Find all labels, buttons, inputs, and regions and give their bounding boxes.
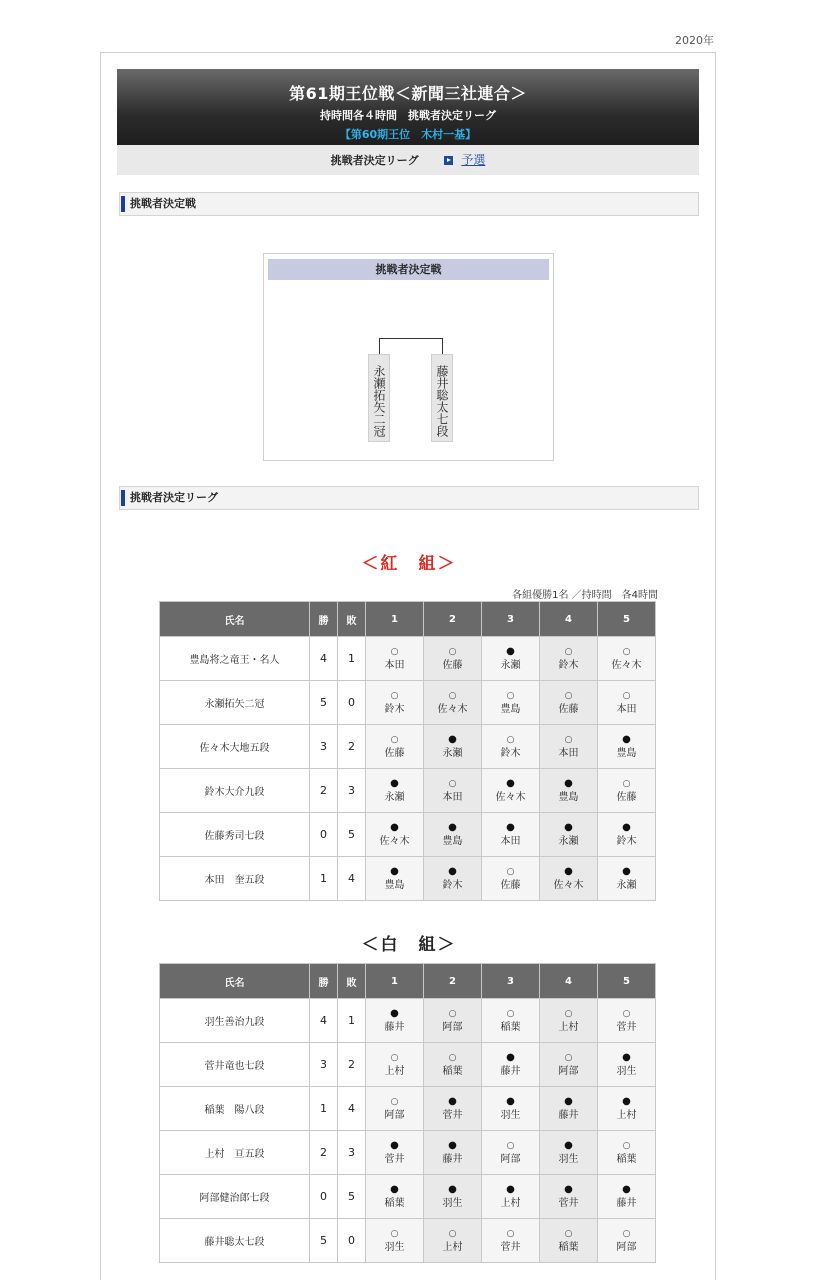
opponent-name: 阿部 bbox=[558, 1065, 579, 1077]
result-cell bbox=[424, 1043, 482, 1087]
arrow-right-icon bbox=[444, 156, 453, 165]
opponent-name: 阿部 bbox=[384, 1109, 405, 1121]
title-banner bbox=[117, 69, 699, 145]
loss-column-header: 敗 bbox=[338, 602, 366, 637]
subnav-current: 挑戦者決定リーグ bbox=[330, 154, 419, 167]
loss-mark-icon: ● bbox=[564, 1183, 573, 1195]
result-cell bbox=[424, 769, 482, 813]
loss-mark-icon: ● bbox=[622, 1095, 631, 1107]
win-mark-icon: ○ bbox=[448, 1228, 457, 1239]
opponent-name: 佐々木 bbox=[495, 791, 526, 803]
loss-mark-icon: ● bbox=[622, 1183, 631, 1195]
result-cell bbox=[598, 769, 656, 813]
loss-mark-icon: ● bbox=[622, 733, 631, 745]
result-cell bbox=[482, 999, 540, 1043]
win-mark-icon: ○ bbox=[564, 646, 573, 657]
result-cell bbox=[540, 1087, 598, 1131]
opponent-name: 佐々木 bbox=[611, 659, 642, 671]
result-cell bbox=[424, 725, 482, 769]
loss-mark-icon: ● bbox=[564, 1095, 573, 1107]
opponent-name: 豊島 bbox=[384, 879, 405, 891]
loss-mark-icon: ● bbox=[390, 1183, 399, 1195]
win-mark-icon: ○ bbox=[506, 866, 515, 877]
player-name: 羽生善治九段 bbox=[160, 999, 310, 1043]
result-cell bbox=[540, 1131, 598, 1175]
player-name: 阿部健治郎七段 bbox=[160, 1175, 310, 1219]
loss-mark-icon: ● bbox=[564, 1139, 573, 1151]
win-mark-icon: ○ bbox=[390, 1096, 399, 1107]
opponent-name: 稲葉 bbox=[616, 1153, 637, 1165]
opponent-name: 羽生 bbox=[558, 1153, 579, 1165]
win-mark-icon: ○ bbox=[390, 1228, 399, 1239]
result-cell bbox=[482, 813, 540, 857]
opponent-name: 上村 bbox=[500, 1197, 521, 1209]
opponent-name: 佐藤 bbox=[384, 747, 405, 759]
loss-mark-icon: ● bbox=[390, 1139, 399, 1151]
page-container bbox=[100, 52, 716, 1280]
opponent-name: 阿部 bbox=[442, 1021, 463, 1033]
table-row bbox=[160, 681, 656, 725]
result-cell bbox=[366, 681, 424, 725]
opponent-name: 鈴木 bbox=[500, 747, 521, 759]
table-row bbox=[160, 1219, 656, 1263]
player-name: 永瀬拓矢二冠 bbox=[160, 681, 310, 725]
win-count: 1 bbox=[310, 1087, 338, 1131]
win-mark-icon: ○ bbox=[564, 1228, 573, 1239]
opponent-name: 羽生 bbox=[616, 1065, 637, 1077]
loss-count: 4 bbox=[338, 857, 366, 901]
opponent-name: 鈴木 bbox=[442, 879, 463, 891]
win-mark-icon: ○ bbox=[564, 1052, 573, 1063]
loss-mark-icon: ● bbox=[506, 777, 515, 789]
opponent-name: 豊島 bbox=[616, 747, 637, 759]
opponent-name: 菅井 bbox=[558, 1197, 579, 1209]
result-cell bbox=[424, 637, 482, 681]
loss-column-header: 敗 bbox=[338, 964, 366, 999]
opponent-name: 上村 bbox=[442, 1241, 463, 1253]
round-column-header-5: 5 bbox=[598, 964, 656, 999]
loss-count: 5 bbox=[338, 1175, 366, 1219]
result-cell bbox=[482, 681, 540, 725]
loss-count: 3 bbox=[338, 769, 366, 813]
loss-mark-icon: ● bbox=[622, 865, 631, 877]
result-cell bbox=[598, 1175, 656, 1219]
result-cell bbox=[366, 813, 424, 857]
loss-mark-icon: ● bbox=[448, 1139, 457, 1151]
opponent-name: 稲葉 bbox=[500, 1021, 521, 1033]
loss-mark-icon: ● bbox=[622, 821, 631, 833]
result-cell bbox=[366, 1175, 424, 1219]
result-cell bbox=[482, 769, 540, 813]
loss-mark-icon: ● bbox=[448, 1095, 457, 1107]
opponent-name: 永瀬 bbox=[384, 791, 405, 803]
loss-count: 2 bbox=[338, 1043, 366, 1087]
opponent-name: 本田 bbox=[616, 703, 637, 715]
round-column-header-3: 3 bbox=[482, 964, 540, 999]
table-row bbox=[160, 637, 656, 681]
win-mark-icon: ○ bbox=[506, 690, 515, 701]
win-count: 3 bbox=[310, 1043, 338, 1087]
result-cell bbox=[598, 813, 656, 857]
round-column-header-1: 1 bbox=[366, 964, 424, 999]
opponent-name: 本田 bbox=[558, 747, 579, 759]
red-group-table bbox=[159, 601, 656, 901]
result-cell bbox=[424, 999, 482, 1043]
result-cell bbox=[482, 637, 540, 681]
result-cell bbox=[540, 1043, 598, 1087]
opponent-name: 佐藤 bbox=[500, 879, 521, 891]
loss-mark-icon: ● bbox=[448, 865, 457, 877]
result-cell bbox=[598, 1131, 656, 1175]
page-title: 第61期王位戦＜新聞三社連合＞ bbox=[289, 84, 527, 103]
result-cell bbox=[424, 857, 482, 901]
opponent-name: 上村 bbox=[384, 1065, 405, 1077]
table-row bbox=[160, 725, 656, 769]
name-column-header: 氏名 bbox=[160, 602, 310, 637]
loss-mark-icon: ● bbox=[390, 1007, 399, 1019]
opponent-name: 菅井 bbox=[442, 1109, 463, 1121]
result-cell bbox=[598, 1043, 656, 1087]
opponent-name: 上村 bbox=[616, 1109, 637, 1121]
section-header-league: 挑戦者決定リーグ bbox=[119, 486, 699, 510]
opponent-name: 羽生 bbox=[500, 1109, 521, 1121]
red-group-title: ＜紅 組＞ bbox=[361, 554, 457, 574]
result-cell bbox=[482, 1131, 540, 1175]
result-cell bbox=[482, 1043, 540, 1087]
section-header-final: 挑戦者決定戦 bbox=[119, 192, 699, 216]
opponent-name: 稲葉 bbox=[558, 1241, 579, 1253]
opponent-name: 本田 bbox=[384, 659, 405, 671]
win-count: 4 bbox=[310, 637, 338, 681]
win-count: 5 bbox=[310, 681, 338, 725]
final-bracket bbox=[263, 253, 554, 461]
round-column-header-2: 2 bbox=[424, 602, 482, 637]
finalist-left: 永瀬拓矢二冠 bbox=[368, 354, 390, 442]
loss-mark-icon: ● bbox=[390, 865, 399, 877]
opponent-name: 上村 bbox=[558, 1021, 579, 1033]
result-cell bbox=[540, 725, 598, 769]
round-column-header-2: 2 bbox=[424, 964, 482, 999]
white-group-title: ＜白 組＞ bbox=[361, 935, 457, 955]
result-cell bbox=[366, 1131, 424, 1175]
table-row bbox=[160, 1175, 656, 1219]
opponent-name: 佐々木 bbox=[437, 703, 468, 715]
loss-count: 5 bbox=[338, 813, 366, 857]
result-cell bbox=[366, 637, 424, 681]
win-mark-icon: ○ bbox=[390, 690, 399, 701]
opponent-name: 永瀬 bbox=[616, 879, 637, 891]
bracket-line bbox=[442, 338, 443, 354]
result-cell bbox=[598, 637, 656, 681]
result-cell bbox=[482, 857, 540, 901]
opponent-name: 佐々木 bbox=[553, 879, 584, 891]
result-cell bbox=[366, 857, 424, 901]
round-column-header-4: 4 bbox=[540, 602, 598, 637]
opponent-name: 藤井 bbox=[384, 1021, 405, 1033]
win-mark-icon: ○ bbox=[448, 778, 457, 789]
win-column-header: 勝 bbox=[310, 964, 338, 999]
win-mark-icon: ○ bbox=[506, 734, 515, 745]
player-name: 菅井竜也七段 bbox=[160, 1043, 310, 1087]
player-name: 本田 奎五段 bbox=[160, 857, 310, 901]
loss-mark-icon: ● bbox=[448, 733, 457, 745]
player-name: 稲葉 陽八段 bbox=[160, 1087, 310, 1131]
win-column-header: 勝 bbox=[310, 602, 338, 637]
round-column-header-4: 4 bbox=[540, 964, 598, 999]
bracket-line bbox=[379, 338, 380, 354]
result-cell bbox=[482, 725, 540, 769]
result-cell bbox=[598, 999, 656, 1043]
opponent-name: 藤井 bbox=[500, 1065, 521, 1077]
result-cell bbox=[540, 681, 598, 725]
loss-count: 0 bbox=[338, 681, 366, 725]
result-cell bbox=[540, 1175, 598, 1219]
opponent-name: 本田 bbox=[442, 791, 463, 803]
result-cell bbox=[424, 1219, 482, 1263]
opponent-name: 佐藤 bbox=[442, 659, 463, 671]
result-cell bbox=[598, 857, 656, 901]
result-cell bbox=[424, 1175, 482, 1219]
round-column-header-1: 1 bbox=[366, 602, 424, 637]
opponent-name: 豊島 bbox=[558, 791, 579, 803]
opponent-name: 菅井 bbox=[500, 1241, 521, 1253]
player-name: 鈴木大介九段 bbox=[160, 769, 310, 813]
result-cell bbox=[540, 769, 598, 813]
win-mark-icon: ○ bbox=[622, 1140, 631, 1151]
win-count: 1 bbox=[310, 857, 338, 901]
win-mark-icon: ○ bbox=[564, 1008, 573, 1019]
loss-mark-icon: ● bbox=[506, 1095, 515, 1107]
win-mark-icon: ○ bbox=[506, 1228, 515, 1239]
loss-count: 1 bbox=[338, 999, 366, 1043]
table-row bbox=[160, 1131, 656, 1175]
win-mark-icon: ○ bbox=[506, 1140, 515, 1151]
result-cell bbox=[482, 1175, 540, 1219]
result-cell bbox=[366, 769, 424, 813]
name-column-header: 氏名 bbox=[160, 964, 310, 999]
opponent-name: 鈴木 bbox=[616, 835, 637, 847]
title-holder: 【第60期王位 木村一基】 bbox=[339, 128, 477, 141]
loss-mark-icon: ● bbox=[390, 777, 399, 789]
win-mark-icon: ○ bbox=[622, 690, 631, 701]
page-subtitle: 持時間各４時間 挑戦者決定リーグ bbox=[320, 109, 496, 122]
win-mark-icon: ○ bbox=[390, 1052, 399, 1063]
opponent-name: 佐々木 bbox=[379, 835, 410, 847]
loss-mark-icon: ● bbox=[564, 777, 573, 789]
win-mark-icon: ○ bbox=[448, 1008, 457, 1019]
round-column-header-5: 5 bbox=[598, 602, 656, 637]
opponent-name: 羽生 bbox=[384, 1241, 405, 1253]
table-row bbox=[160, 999, 656, 1043]
loss-count: 2 bbox=[338, 725, 366, 769]
win-mark-icon: ○ bbox=[448, 690, 457, 701]
result-cell bbox=[598, 681, 656, 725]
bracket-line bbox=[379, 338, 443, 339]
preliminary-link[interactable]: 予選 bbox=[461, 153, 486, 167]
opponent-name: 阿部 bbox=[500, 1153, 521, 1165]
result-cell bbox=[424, 813, 482, 857]
opponent-name: 本田 bbox=[500, 835, 521, 847]
white-group-table bbox=[159, 963, 656, 1263]
opponent-name: 永瀬 bbox=[558, 835, 579, 847]
loss-mark-icon: ● bbox=[506, 1051, 515, 1063]
opponent-name: 阿部 bbox=[616, 1241, 637, 1253]
win-mark-icon: ○ bbox=[622, 1008, 631, 1019]
opponent-name: 稲葉 bbox=[442, 1065, 463, 1077]
result-cell bbox=[366, 1219, 424, 1263]
win-mark-icon: ○ bbox=[622, 1228, 631, 1239]
opponent-name: 豊島 bbox=[500, 703, 521, 715]
result-cell bbox=[598, 1087, 656, 1131]
player-name: 佐々木大地五段 bbox=[160, 725, 310, 769]
result-cell bbox=[482, 1087, 540, 1131]
loss-mark-icon: ● bbox=[506, 821, 515, 833]
loss-mark-icon: ● bbox=[390, 821, 399, 833]
result-cell bbox=[366, 1043, 424, 1087]
win-mark-icon: ○ bbox=[390, 646, 399, 657]
result-cell bbox=[482, 1219, 540, 1263]
win-count: 3 bbox=[310, 725, 338, 769]
win-count: 0 bbox=[310, 813, 338, 857]
opponent-name: 菅井 bbox=[616, 1021, 637, 1033]
year-label: 2020年 bbox=[675, 34, 714, 47]
opponent-name: 羽生 bbox=[442, 1197, 463, 1209]
table-row bbox=[160, 813, 656, 857]
win-mark-icon: ○ bbox=[448, 646, 457, 657]
opponent-name: 菅井 bbox=[384, 1153, 405, 1165]
win-mark-icon: ○ bbox=[448, 1052, 457, 1063]
loss-mark-icon: ● bbox=[564, 865, 573, 877]
loss-mark-icon: ● bbox=[622, 1051, 631, 1063]
table-header-row bbox=[160, 964, 656, 999]
result-cell bbox=[366, 1087, 424, 1131]
opponent-name: 鈴木 bbox=[384, 703, 405, 715]
win-count: 2 bbox=[310, 1131, 338, 1175]
opponent-name: 藤井 bbox=[442, 1153, 463, 1165]
finalist-right: 藤井聡太七段 bbox=[431, 354, 453, 442]
opponent-name: 永瀬 bbox=[442, 747, 463, 759]
opponent-name: 藤井 bbox=[558, 1109, 579, 1121]
loss-mark-icon: ● bbox=[564, 821, 573, 833]
player-name: 佐藤秀司七段 bbox=[160, 813, 310, 857]
table-row bbox=[160, 1087, 656, 1131]
result-cell bbox=[540, 1219, 598, 1263]
opponent-name: 稲葉 bbox=[384, 1197, 405, 1209]
loss-mark-icon: ● bbox=[506, 1183, 515, 1195]
win-count: 2 bbox=[310, 769, 338, 813]
win-mark-icon: ○ bbox=[622, 778, 631, 789]
result-cell bbox=[598, 725, 656, 769]
loss-count: 1 bbox=[338, 637, 366, 681]
opponent-name: 永瀬 bbox=[500, 659, 521, 671]
win-mark-icon: ○ bbox=[506, 1008, 515, 1019]
opponent-name: 鈴木 bbox=[558, 659, 579, 671]
loss-count: 3 bbox=[338, 1131, 366, 1175]
opponent-name: 佐藤 bbox=[558, 703, 579, 715]
loss-count: 0 bbox=[338, 1219, 366, 1263]
table-row bbox=[160, 769, 656, 813]
result-cell bbox=[540, 999, 598, 1043]
win-mark-icon: ○ bbox=[622, 646, 631, 657]
result-cell bbox=[424, 1131, 482, 1175]
league-note: 各組優勝1名 ／持時間 各4時間 bbox=[512, 590, 658, 601]
bracket-title: 挑戦者決定戦 bbox=[268, 259, 549, 280]
opponent-name: 佐藤 bbox=[616, 791, 637, 803]
win-count: 0 bbox=[310, 1175, 338, 1219]
result-cell bbox=[598, 1219, 656, 1263]
loss-mark-icon: ● bbox=[448, 1183, 457, 1195]
table-header-row bbox=[160, 602, 656, 637]
result-cell bbox=[366, 999, 424, 1043]
loss-mark-icon: ● bbox=[506, 645, 515, 657]
result-cell bbox=[366, 725, 424, 769]
sub-navigation bbox=[117, 145, 699, 175]
opponent-name: 藤井 bbox=[616, 1197, 637, 1209]
win-mark-icon: ○ bbox=[564, 690, 573, 701]
result-cell bbox=[424, 1087, 482, 1131]
loss-count: 4 bbox=[338, 1087, 366, 1131]
opponent-name: 豊島 bbox=[442, 835, 463, 847]
result-cell bbox=[540, 857, 598, 901]
win-count: 4 bbox=[310, 999, 338, 1043]
table-row bbox=[160, 1043, 656, 1087]
loss-mark-icon: ● bbox=[448, 821, 457, 833]
round-column-header-3: 3 bbox=[482, 602, 540, 637]
win-count: 5 bbox=[310, 1219, 338, 1263]
result-cell bbox=[540, 813, 598, 857]
win-mark-icon: ○ bbox=[390, 734, 399, 745]
win-mark-icon: ○ bbox=[564, 734, 573, 745]
player-name: 上村 亘五段 bbox=[160, 1131, 310, 1175]
player-name: 豊島将之竜王・名人 bbox=[160, 637, 310, 681]
result-cell bbox=[424, 681, 482, 725]
player-name: 藤井聡太七段 bbox=[160, 1219, 310, 1263]
result-cell bbox=[540, 637, 598, 681]
table-row bbox=[160, 857, 656, 901]
